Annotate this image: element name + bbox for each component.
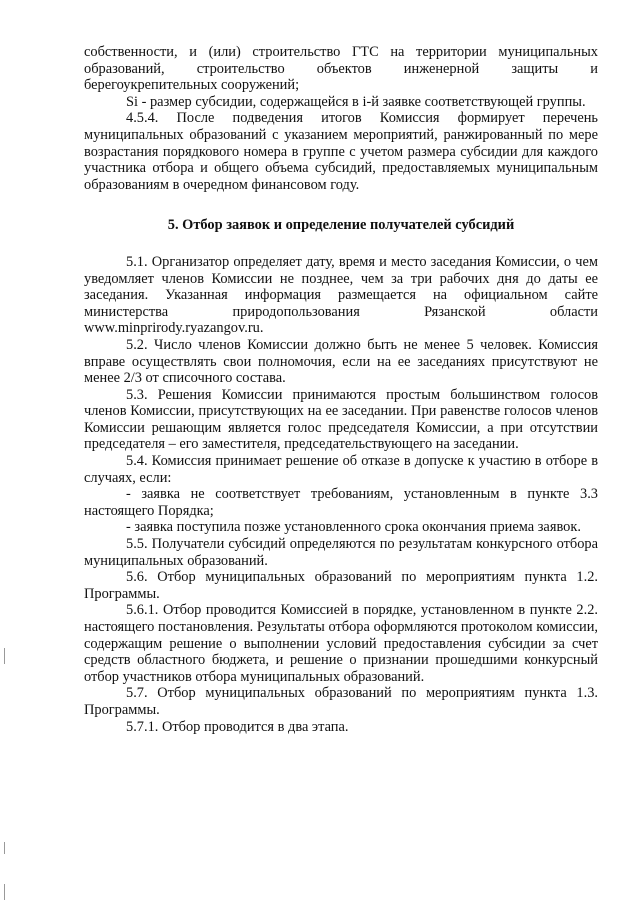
paragraph-si-definition: Si - размер субсидии, содержащейся в i-й заявке соответствующей группы. bbox=[126, 93, 586, 110]
paragraph-5-5: 5.5. Получатели субсидий определяются по результатам конкурсного отбора муниципальных образований. bbox=[84, 536, 598, 569]
scan-artifact bbox=[4, 884, 5, 900]
list-item: - заявка не соответствует требованиям, установленным в пункте 3.3 настоящего Порядка; bbox=[84, 486, 598, 519]
paragraph-line: образований, строительство объектов инженерной защиты и bbox=[84, 60, 598, 77]
paragraph-line: берегоукрепительных сооружений; bbox=[84, 77, 300, 94]
paragraph-5-1: 5.1. Организатор определяет дату, время и место заседания Комиссии, о чем уведомляет членов Комиссии не позднее, чем за три рабочих дня до даты ее заседания. Указанная информация размещается на официальном сайте министерства природопользования Рязанской области www.minprirody.ryazangov.ru. bbox=[84, 253, 598, 337]
scan-artifact bbox=[4, 648, 5, 664]
paragraph-4-5-4: 4.5.4. После подведения итогов Комиссия формирует перечень муниципальных образований с указанием мероприятий, ранжированный по мере возрастания порядкового номера в группе с учетом размера субсидии для каждого участника отбора и общего объема субсидий, предоставляемых муниципальным образованиям в очередном финансовом году. bbox=[84, 110, 598, 193]
document-body bbox=[84, 44, 598, 735]
paragraph-5-2: 5.2. Число членов Комиссии должно быть не менее 5 человек. Комиссия вправе осуществлять свои полномочия, если на ее заседаниях присутствуют не менее 2/3 от списочного состава. bbox=[84, 336, 598, 387]
scan-artifact bbox=[4, 842, 5, 854]
paragraph-5-6: 5.6. Отбор муниципальных образований по мероприятиям пункта 1.2. Программы. bbox=[84, 569, 598, 602]
paragraph-line: собственности, и (или) строительство ГТС на территории муниципальных bbox=[84, 44, 598, 60]
paragraph-5-3: 5.3. Решения Комиссии принимаются простым большинством голосов членов Комиссии, присутствующих на ее заседании. При равенстве голосов членов Комиссии решающим является голос председателя Комиссии, а при отсутствии председателя – его заместителя, председательствующего на заседании. bbox=[84, 386, 598, 453]
list-item: - заявка поступила позже установленного срока окончания приема заявок. bbox=[126, 519, 581, 536]
paragraph-5-4: 5.4. Комиссия принимает решение об отказе в допуске к участию в отборе в случаях, если: bbox=[84, 453, 598, 486]
paragraph-5-7: 5.7. Отбор муниципальных образований по мероприятиям пункта 1.3. Программы. bbox=[84, 685, 598, 718]
paragraph-5-7-1: 5.7.1. Отбор проводится в два этапа. bbox=[126, 718, 349, 735]
paragraph-5-6-1: 5.6.1. Отбор проводится Комиссией в порядке, установленном в пункте 2.2. настоящего постановления. Результаты отбора оформляются протоколом комиссии, содержащим решение о выполнении условий предоставления субсидии за счет средств областного бюджета, и решение о признании прошедшими конкурсный отбор участников отбора муниципальных образований. bbox=[84, 602, 598, 685]
section-heading: 5. Отбор заявок и определение получателей субсидий bbox=[167, 217, 515, 234]
